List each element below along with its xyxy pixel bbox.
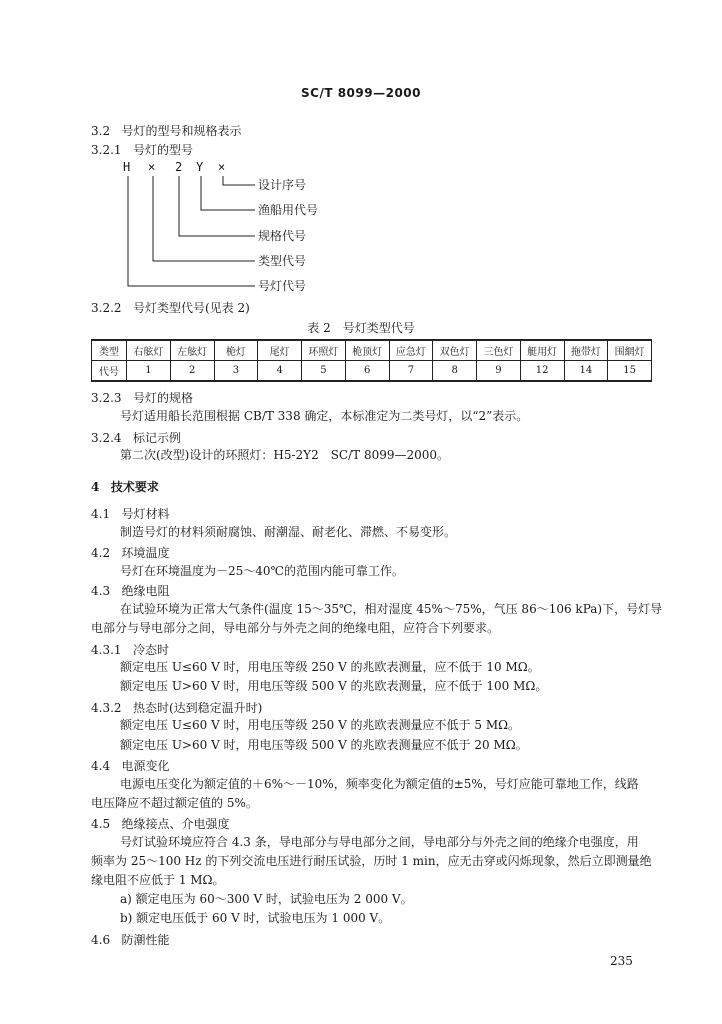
code-label: 号灯代号 [258, 279, 307, 293]
code-label: 类型代号 [258, 254, 307, 268]
paragraph: 额定电压 U≤60 V 时，用电压等级 250 V 的兆欧表测量，应不低于 10 MΩ。 [120, 660, 540, 674]
section-4-3 [91, 582, 170, 599]
section-number: 3.2.3 [91, 391, 122, 405]
section-4-6 [91, 931, 170, 948]
section-4 [91, 478, 159, 495]
table-row [92, 361, 652, 382]
table-cell: 2 [170, 361, 214, 382]
section-number: 4 [91, 480, 100, 494]
section-4-4 [91, 757, 170, 774]
table-cell: 7 [389, 361, 433, 382]
section-number: 4.6 [91, 933, 111, 947]
table-cell: 拖带灯 [564, 340, 608, 361]
section-4-3-2 [91, 699, 262, 716]
paragraph: 电部分与导电部分之间，导电部分与外壳之间的绝缘电阻，应符合下列要求。 [91, 621, 500, 635]
section-title: 环境温度 [121, 546, 170, 560]
section-number: 3.2.4 [91, 431, 122, 445]
section-number: 4.4 [91, 759, 111, 773]
paragraph: 在试验环境为正常大气条件(温度 15～35℃，相对湿度 45%～75%，气压 86～106 kPa)下，号灯导 [120, 602, 663, 616]
page-header: SC/T 8099—2000 [301, 86, 421, 100]
table-cell: 尾灯 [258, 340, 302, 361]
paragraph: 第二次(改型)设计的环照灯：H5-2Y2 SC/T 8099—2000。 [120, 448, 450, 462]
table-cell: 14 [564, 361, 608, 382]
list-item: a) 额定电压为 60～300 V 时，试验电压为 2 000 V。 [120, 892, 413, 906]
table-header-cell: 代号 [92, 361, 127, 382]
table-cell: 围網灯 [608, 340, 652, 361]
page-number: 235 [610, 954, 633, 968]
code-letter: × [148, 160, 156, 174]
section-title: 绝缘接点、介电强度 [121, 817, 230, 831]
paragraph: 号灯适用船长范围根据 CB/T 338 确定，本标准定为二类号灯，以“2”表示。 [120, 409, 529, 423]
section-3-2-3 [91, 389, 193, 406]
paragraph: 电源电压变化为额定值的＋6%～－10%，频率变化为额定值的±5%，号灯应能可靠地工作，线路 [120, 777, 639, 791]
paragraph: 制造号灯的材料须耐腐蚀、耐潮湿、耐老化、滞燃、不易变形。 [120, 525, 457, 539]
section-number: 4.2 [91, 546, 111, 560]
section-number: 4.5 [91, 817, 111, 831]
table-cell: 1 [127, 361, 171, 382]
code-label: 渔船用代号 [258, 203, 319, 217]
code-label: 设计序号 [258, 178, 307, 192]
section-4-1 [91, 505, 170, 522]
table-cell: 桅灯 [214, 340, 258, 361]
section-number: 4.3.2 [91, 701, 122, 715]
section-title: 绝缘电阻 [121, 584, 170, 598]
table-cell: 15 [608, 361, 652, 382]
table-cell: 左舷灯 [170, 340, 214, 361]
table-row [92, 340, 652, 361]
section-title: 电源变化 [121, 759, 170, 773]
section-title: 号灯材料 [121, 507, 170, 521]
table-cell: 应急灯 [389, 340, 433, 361]
leader-line [153, 176, 255, 261]
code-letter: Y [196, 160, 204, 174]
table-cell: 4 [258, 361, 302, 382]
code-label: 规格代号 [258, 229, 307, 243]
section-title: 防潮性能 [121, 933, 170, 947]
code-diagram-lines [0, 0, 722, 300]
section-title: 标记示例 [133, 431, 182, 445]
paragraph: 额定电压 U>60 V 时，用电压等级 500 V 的兆欧表测量应不低于 20 MΩ。 [120, 738, 528, 752]
table-cell: 环照灯 [302, 340, 346, 361]
paragraph: 号灯在环境温度为－25～40℃的范围内能可靠工作。 [120, 564, 404, 578]
table-cell: 5 [302, 361, 346, 382]
section-4-2 [91, 544, 170, 561]
leader-line [201, 176, 255, 210]
table-cell: 6 [345, 361, 389, 382]
lamp-type-code-table [91, 339, 652, 382]
section-4-3-1 [91, 641, 169, 658]
code-letter: × [218, 160, 226, 174]
code-letter: H [123, 160, 131, 174]
paragraph: 频率为 25～100 Hz 的下列交流电压进行耐压试验，历时 1 min，应无击穿或闪烁现象，然后立即测量绝 [91, 854, 652, 868]
section-title: 热态时(达到稳定温升时) [133, 701, 263, 715]
paragraph: 缘电阻不应低于 1 MΩ。 [91, 873, 225, 887]
paragraph: 电压降应不超过额定值的 5%。 [91, 796, 258, 810]
table-cell: 右舷灯 [127, 340, 171, 361]
table-cell: 双色灯 [433, 340, 477, 361]
section-title: 号灯类型代号(见表 2) [133, 301, 250, 315]
table-cell: 12 [520, 361, 564, 382]
section-3-2-4 [91, 429, 181, 446]
table-cell: 艇用灯 [520, 340, 564, 361]
table-cell: 9 [477, 361, 521, 382]
section-title: 号灯的型号 [133, 143, 194, 157]
table-cell: 三色灯 [477, 340, 521, 361]
section-number: 4.3.1 [91, 643, 122, 657]
section-number: 3.2 [91, 124, 111, 138]
section-number: 3.2.1 [91, 143, 122, 157]
paragraph: 额定电压 U≤60 V 时，用电压等级 250 V 的兆欧表测量应不低于 5 MΩ。 [120, 718, 521, 732]
table-cell: 桅顶灯 [345, 340, 389, 361]
leader-line [223, 176, 255, 185]
section-number: 4.1 [91, 507, 111, 521]
section-title: 号灯的型号和规格表示 [121, 124, 242, 138]
leader-line [128, 176, 255, 286]
section-number: 4.3 [91, 584, 111, 598]
paragraph: 额定电压 U>60 V 时，用电压等级 500 V 的兆欧表测量，应不低于 100 MΩ。 [120, 679, 548, 693]
section-3-2-2 [91, 299, 250, 316]
list-item: b) 额定电压低于 60 V 时，试验电压为 1 000 V。 [120, 911, 391, 925]
table-header-cell: 类型 [92, 340, 127, 361]
section-title: 技术要求 [110, 480, 159, 494]
table-cell: 8 [433, 361, 477, 382]
table-cell: 3 [214, 361, 258, 382]
section-4-5 [91, 815, 230, 832]
section-title: 冷态时 [133, 643, 170, 657]
section-title: 号灯的规格 [133, 391, 194, 405]
section-number: 3.2.2 [91, 301, 122, 315]
code-letter: 2 [175, 160, 183, 174]
paragraph: 号灯试验环境应符合 4.3 条，导电部分与导电部分之间，导电部分与外壳之间的绝缘介电强度，用 [120, 835, 639, 849]
table-caption: 表 2 号灯类型代号 [307, 321, 415, 335]
